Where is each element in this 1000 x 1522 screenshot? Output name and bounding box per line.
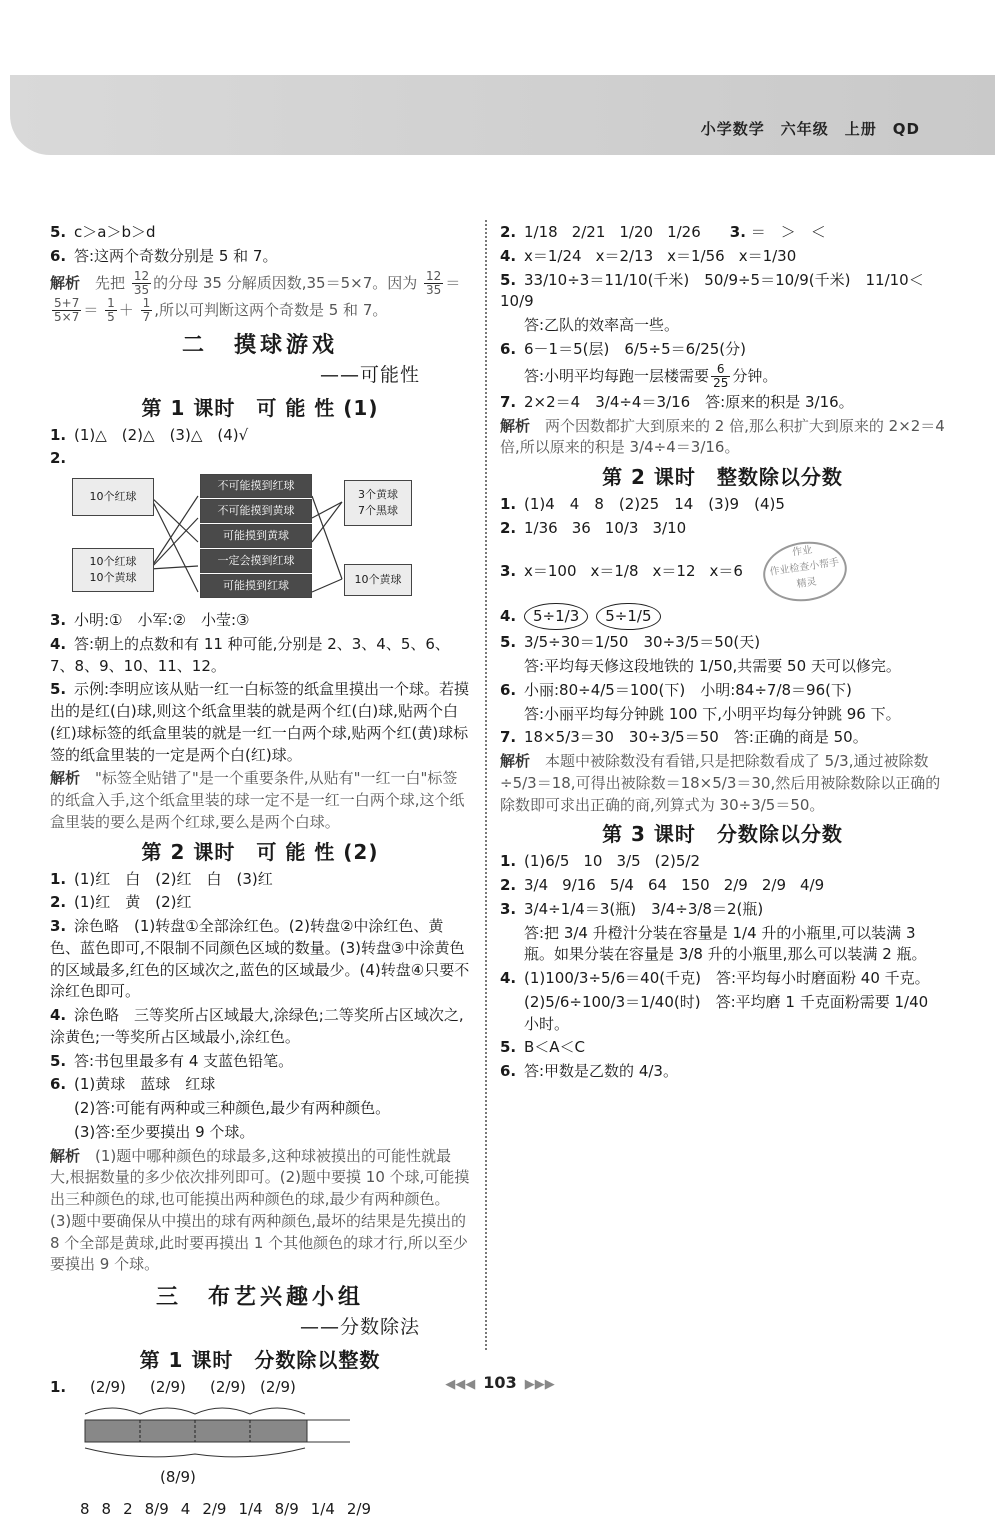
left-column bbox=[50, 220, 470, 1522]
label-option: 一定会摸到红球 bbox=[200, 549, 312, 573]
unit-title: 二 摸球游戏 bbox=[181, 333, 338, 359]
answer-item: 答:小丽平均每分钟跳 100 下,小明平均每分钟跳 96 下。 bbox=[524, 704, 901, 723]
analysis-note: 解析 两个因数都扩大到原来的 2 倍,那么积扩大到原来的 2×2＝4 倍,所以原来的积是 3/4÷4＝3/16。 bbox=[500, 416, 945, 457]
answer-item: 2. 3/4 9/16 5/4 64 150 2/9 2/9 4/9 bbox=[500, 876, 825, 895]
answer-value: 8 bbox=[80, 1499, 90, 1518]
lesson-title: 第 1 课时 分数除以整数 bbox=[139, 1347, 381, 1372]
answer-value: 1/26 bbox=[667, 223, 701, 241]
answer-value: 150 bbox=[681, 876, 710, 895]
matching-diagram bbox=[50, 474, 470, 604]
bar-label: (2/9) bbox=[90, 1377, 126, 1396]
answer-item: 6. (1)黄球 蓝球 红球 bbox=[50, 1075, 216, 1094]
answer-value: 9/16 bbox=[562, 876, 596, 895]
answer-value: 4 bbox=[180, 1499, 191, 1518]
answer-item: 1. (1)红 白 (2)红 白 (3)红 bbox=[50, 869, 273, 888]
fraction: $\frac{1}{7}$ bbox=[142, 295, 151, 325]
bar-label: (8/9) bbox=[160, 1467, 196, 1486]
answer-value: 2/21 bbox=[571, 223, 606, 241]
answer-value: 2/9 bbox=[346, 1499, 372, 1518]
answer-item: 6. 答:甲数是乙数的 4/3。 bbox=[500, 1062, 678, 1081]
column-divider bbox=[485, 220, 487, 1350]
answer-value: x＝2/13 bbox=[595, 246, 654, 265]
answer-item: 3. 涂色略 (1)转盘①全部涂红色。(2)转盘②中涂红色、黄色、蓝色即可,不限制不同颜色区域的数量。(3)转盘③中涂黄色的区域最多,红色的区域次之,蓝色的区域最少。(4)转盘④只要不涂红色即可。 bbox=[50, 917, 470, 1001]
answer-value: 1/4 bbox=[310, 1499, 335, 1518]
lesson-title: 第 2 课时 可 能 性 (2) bbox=[141, 839, 379, 864]
answer-item: 2. 1/18 2/21 1/20 1/26 3. ＝ ＞ ＜ bbox=[500, 223, 826, 241]
answer-item: 4. 5÷1/3 5÷1/5 bbox=[500, 603, 945, 631]
answer-item: 5. 33/10÷3＝11/10(千米) 50/9÷5＝10/9(千米) 11/10＜10/9 bbox=[500, 270, 924, 311]
next-arrows-icon: ▶▶▶ bbox=[524, 1377, 555, 1392]
unit-title: 三 布艺兴趣小组 bbox=[155, 1285, 364, 1311]
answer-item: 5. 答:书包里最多有 4 支蓝色铅笔。 bbox=[50, 1051, 294, 1070]
answer-value: 10 bbox=[583, 852, 603, 871]
answer-item: 6. 6－1＝5(层) 6/5÷5＝6/25(分) bbox=[500, 339, 747, 358]
answer-value: x＝100 bbox=[524, 561, 577, 580]
fraction: $\frac{5+7}{5\times 7}$ bbox=[54, 295, 80, 325]
bar-label: (2/9) bbox=[150, 1377, 186, 1396]
answer-value: 2/9 bbox=[761, 876, 786, 895]
answer-value: (2)5/2 bbox=[654, 852, 701, 871]
answer-value: 8/9 bbox=[144, 1499, 169, 1518]
analysis-note: 解析 本题中被除数没有看错,只是把除数看成了 5/3,通过被除数÷5/3＝18,可得出被除数＝18×5/3＝30,然后用被除数除以正确的除数即可求出正确的商,列算式为 30÷3/5＝50。 bbox=[500, 752, 941, 814]
answer-item: 4. 答:朝上的点数和有 11 种可能,分别是 2、3、4、5、6、7、8、9、10、11、12。 bbox=[50, 634, 450, 675]
answer-item: 5. c＞a＞b＞d bbox=[50, 223, 156, 241]
answer-item: 6. 答:这两个奇数分别是 5 和 7。 bbox=[50, 246, 278, 265]
answer-value: 64 bbox=[647, 876, 668, 895]
page-number: ◀◀◀ 103 ▶▶▶ bbox=[445, 1373, 555, 1392]
lesson-title: 第 3 课时 分数除以分数 bbox=[602, 822, 843, 847]
answer-value: 3/4 bbox=[524, 876, 549, 895]
prev-arrows-icon: ◀◀◀ bbox=[445, 1377, 476, 1392]
answer-value: x＝1/56 bbox=[667, 246, 725, 265]
answer-item bbox=[50, 1499, 470, 1521]
answer-value: x＝12 bbox=[652, 561, 696, 580]
box-left-bottom: 10个红球 10个黄球 bbox=[72, 548, 154, 592]
bar-label: (2/9) bbox=[260, 1377, 296, 1396]
answer-value: 2 bbox=[123, 1499, 133, 1518]
bar-diagram bbox=[80, 1402, 360, 1472]
lesson-title: 第 1 课时 可 能 性 (1) bbox=[141, 395, 379, 420]
answer-value: 10/3 bbox=[604, 518, 639, 537]
answer-item: 2. (1)红 黄 (2)红 bbox=[50, 893, 192, 912]
unit-subtitle: ——可能性 bbox=[319, 364, 420, 387]
answer-item: 2. bbox=[50, 449, 67, 468]
header-banner bbox=[10, 75, 995, 155]
lesson-title: 第 2 课时 整数除以分数 bbox=[602, 465, 843, 490]
answer-text: c＞a＞b＞d bbox=[74, 223, 156, 241]
bar-label: (2/9) bbox=[210, 1377, 246, 1396]
box-right-top: 3个黄球 7个黑球 bbox=[344, 480, 412, 526]
answer-item: 答:乙队的效率高一些。 bbox=[524, 316, 680, 334]
unit-subtitle: ——分数除法 bbox=[299, 1316, 420, 1339]
fraction: $\frac{12}{35}$ bbox=[426, 268, 442, 297]
book-title: 小学数学 六年级 上册 QD bbox=[700, 120, 920, 138]
answer-item: 3. 小明:① 小军:② 小莹:③ bbox=[50, 611, 250, 630]
answer-item: 5. 示例:李明应该从贴一红一白标签的纸盒里摸出一个球。若摸出的是红(白)球,则这个纸盒里装的就是两个红(白)球,贴两个白(红)球标签的纸盒里装的就是一红一白两个球,贴两个红(黄)球标签的纸盒里装的一定是两个白(红)球。 bbox=[50, 680, 470, 764]
answer-value: 4/9 bbox=[799, 876, 825, 895]
answer-value: 2/9 bbox=[202, 1499, 227, 1518]
right-column bbox=[500, 220, 945, 1085]
answer-value: 2/9 bbox=[723, 876, 748, 895]
fraction: $\frac{1}{5}$ bbox=[107, 295, 115, 325]
analysis-note: 解析 先把 $\frac{12}{35}$ 的分母 35 分解质因数,35＝5×7。因为 $\frac{12}{35}$ ＝ $\frac{5+7}{5\times 7}$ ＝ $\frac{1}{5}$ ＋ $\frac{1}{7}$ ,所以可判断这两个奇数是 5 和 7。 bbox=[50, 268, 461, 325]
answer-item: 4. x＝1/24 x＝2/13 x＝1/56 x＝1/30 bbox=[500, 246, 797, 265]
answer-item: (2)5/6÷100/3＝1/40(时) 答:平均磨 1 千克面粉需要 1/40 小时。 bbox=[524, 992, 929, 1033]
answer-value: 1/18 bbox=[524, 223, 558, 241]
answer-item: 6. 小丽:80÷4/5＝100(下) 小明:84÷7/8＝96(下) bbox=[500, 680, 852, 699]
answer-item: 5. B＜A＜C bbox=[500, 1038, 586, 1057]
answer-value: 8/9 bbox=[274, 1499, 299, 1518]
label-option: 不可能摸到黄球 bbox=[200, 499, 312, 523]
answer-item: 3. 3/4÷1/4＝3(瓶) 3/4÷3/8＝2(瓶) bbox=[500, 899, 764, 918]
answer-value: x＝6 bbox=[709, 561, 743, 580]
stamp-watermark: 作业 作业检查小帮手 精灵 bbox=[759, 536, 850, 606]
answer-item: (3)答:至少要摸出 9 个球。 bbox=[74, 1122, 255, 1141]
answer-value: (1)6/5 bbox=[524, 852, 570, 871]
box-right-bottom: 10个黄球 bbox=[344, 564, 412, 596]
answer-item: 5. 3/5÷30＝1/50 30÷3/5＝50(天) bbox=[500, 633, 761, 652]
answer-text: 答:这两个奇数分别是 5 和 7。 bbox=[74, 246, 278, 265]
answer-value: 3/10 bbox=[652, 518, 687, 537]
answer-value: 1/36 bbox=[524, 518, 558, 537]
answer-value: 5/4 bbox=[609, 876, 634, 895]
analysis-note: 解析 (1)题中哪种颜色的球最多,这种球被摸出的可能性就最大,根据数量的多少依次排列即可。(2)题中要摸 10 个球,可能摸出三种颜色的球,也可能摸出两种颜色的球,最少有两种颜色。(3)题中要确保从中摸出的球有两种颜色,最坏的结果是先摸出的 8 个全部是黄球,此时要再摸出 1 个其他颜色的球才行,所以至少要摸出 9 个球。 bbox=[50, 1146, 470, 1274]
answer-item: 答:平均每天修这段地铁的 1/50,共需要 50 天可以修完。 bbox=[524, 657, 901, 676]
answer-item: 1. (1)4 4 8 (2)25 14 (3)9 (4)5 bbox=[500, 495, 785, 514]
note-label: 解析 bbox=[50, 273, 81, 292]
fraction: $\frac{6}{25}$ bbox=[713, 361, 729, 390]
fraction: $\frac{12}{35}$ bbox=[133, 268, 150, 297]
answer-item: 答:小明平均每跑一层楼需要 $\frac{6}{25}$ 分钟。 bbox=[524, 361, 778, 390]
answer-value: 1/20 bbox=[619, 223, 654, 241]
fraction-bar-figure: 1. (2/9) (2/9) (2/9) (2/9) (8/9) bbox=[50, 1377, 470, 1497]
answer-value: x＝1/8 bbox=[590, 561, 639, 580]
label-option: 不可能摸到红球 bbox=[200, 474, 312, 498]
analysis-note: 解析 "标签全贴错了"是一个重要条件,从贴有"一红一白"标签的纸盒入手,这个纸盒里装的球一定不是一红一白两个球,这个纸盒里装的要么是两个红球,要么是两个白球。 bbox=[50, 769, 465, 831]
answer-item: 1. (1)△ (2)△ (3)△ (4)√ bbox=[50, 425, 249, 444]
label-option: 可能摸到红球 bbox=[200, 574, 312, 598]
answer-item: 7. 2×2＝4 3/4÷4＝3/16 答:原来的积是 3/16。 bbox=[500, 392, 854, 411]
answer-value: 36 bbox=[571, 518, 591, 537]
answer-item: (2)答:可能有两种或三种颜色,最少有两种颜色。 bbox=[74, 1099, 391, 1118]
label-option: 可能摸到黄球 bbox=[200, 524, 312, 548]
answer-value: 1/4 bbox=[238, 1499, 263, 1518]
answer-item: 1. (1)6/5 10 3/5 (2)5/2 bbox=[500, 852, 701, 871]
answer-item: 4. 涂色略 三等奖所占区域最大,涂绿色;二等奖所占区域次之,涂黄色;一等奖所占区域最小,涂红色。 bbox=[50, 1006, 464, 1046]
answer-item: 3. x＝100 x＝1/8 x＝12 x＝6作业 作业检查小帮手 精灵 bbox=[500, 542, 945, 601]
answer-item: 4. (1)100/3÷5/6＝40(千克) 答:平均每小时磨面粉 40 千克。 bbox=[500, 969, 930, 988]
answer-item: 答:把 3/4 升橙汁分装在容量是 1/4 升的小瓶里,可以装满 3 瓶。如果分装在容量是 3/8 升的小瓶里,那么可以装满 2 瓶。 bbox=[524, 923, 927, 964]
answer-item: 7. 18×5/3＝30 30÷3/5＝50 答:正确的商是 50。 bbox=[500, 728, 868, 747]
answer-value: x＝1/24 bbox=[524, 246, 582, 265]
answer-value: 3/5 bbox=[616, 852, 641, 871]
box-left-top: 10个红球 bbox=[72, 478, 154, 516]
answer-value: x＝1/30 bbox=[738, 246, 797, 265]
answer-value: 8 bbox=[101, 1499, 112, 1518]
answer-item: 2. 1/36 36 10/3 3/10 bbox=[500, 518, 687, 537]
